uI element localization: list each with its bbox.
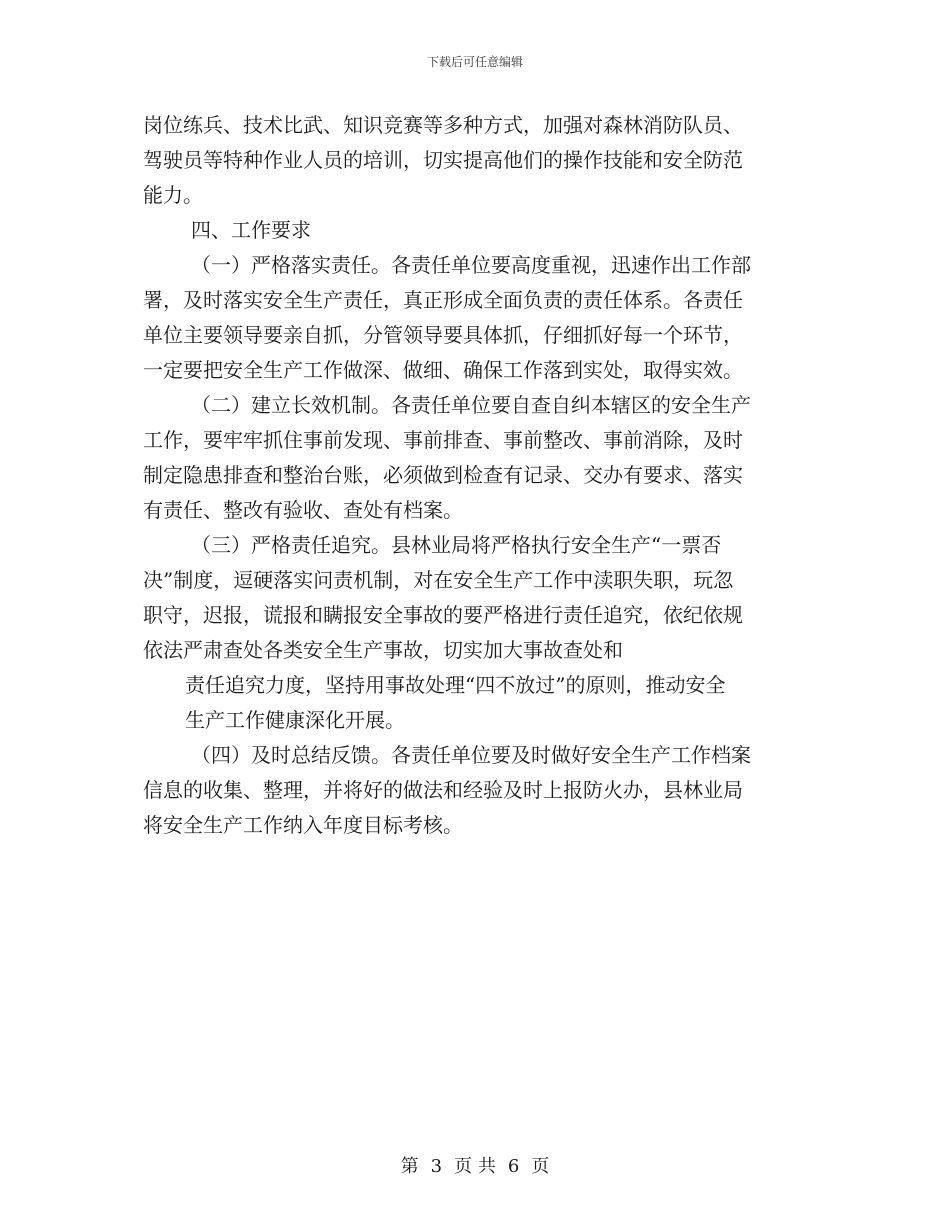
text-line: 岗位练兵、技术比武、知识竞赛等多种方式，加强对森林消防队员、 — [143, 113, 743, 137]
text-line: 工作，要牢牢抓住事前发现、事前排查、事前整改、事前消除，及时 — [143, 428, 743, 452]
page-header-note: 下载后可任意编辑 — [426, 55, 523, 69]
footer-middle: 页 共 — [454, 1156, 496, 1177]
text-line: 职守，迟报，谎报和瞒报安全事故的要严格进行责任追究，依纪依规 — [143, 603, 743, 627]
footer-suffix: 页 — [531, 1156, 550, 1177]
text-line: 依法严肃查处各类安全生产事故，切实加大事故查处和 — [143, 638, 623, 662]
document-body — [143, 108, 803, 843]
page-footer — [0, 1156, 950, 1178]
text-line: 决”制度，逗硬落实问责机制，对在安全生产工作中渎职失职，玩忽 — [143, 568, 734, 592]
footer-prefix: 第 — [400, 1156, 419, 1177]
text-line: 单位主要领导要亲自抓，分管领导要具体抓，仔细抓好每一个环节， — [143, 323, 743, 347]
text-line: 信息的收集、整理，并将好的做法和经验及时上报防火办，县林业局 — [143, 778, 743, 802]
paragraph-start: （二）建立长效机制。各责任单位要自查自纠本辖区的安全生产 — [191, 393, 751, 417]
text-line: 制定隐患排查和整治台账，必须做到检查有记录、交办有要求、落实 — [143, 463, 743, 487]
footer-current-page: 3 — [430, 1156, 443, 1177]
text-line: 能力。 — [143, 183, 203, 207]
text-line: 驾驶员等特种作业人员的培训，切实提高他们的操作技能和安全防范 — [143, 148, 743, 172]
text-line: 有责任、整改有验收、查处有档案。 — [143, 498, 463, 522]
text-line: 生产工作健康深化开展。 — [185, 708, 405, 732]
paragraph-start: （四）及时总结反馈。各责任单位要及时做好安全生产工作档案 — [191, 743, 751, 767]
paragraph-start: （一）严格落实责任。各责任单位要高度重视，迅速作出工作部 — [191, 253, 751, 277]
text-line: 责任追究力度，坚持用事故处理“四不放过”的原则，推动安全 — [185, 673, 726, 697]
section-heading: 四、工作要求 — [191, 218, 311, 242]
text-line: 一定要把安全生产工作做深、做细、确保工作落到实处，取得实效。 — [143, 358, 743, 382]
paragraph-start: （三）严格责任追究。县林业局将严格执行安全生产“一票否 — [191, 533, 722, 557]
footer-total-pages: 6 — [507, 1156, 520, 1177]
text-line: 将安全生产工作纳入年度目标考核。 — [143, 813, 463, 837]
text-line: 署，及时落实安全生产责任，真正形成全面负责的责任体系。各责任 — [143, 288, 743, 312]
